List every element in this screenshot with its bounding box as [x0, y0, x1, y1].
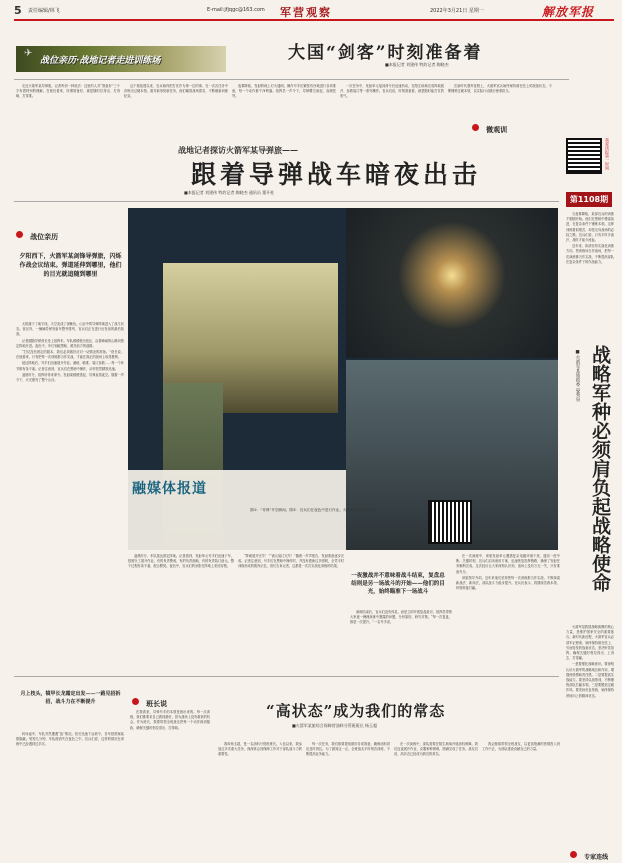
main-photo	[128, 208, 558, 550]
bottom-rule	[14, 676, 559, 677]
article1-col4: 一次任务中，发射单元接到命令后迅速机动，在陌生地域完成阵地展开、参数装订等一系列操作。官兵们说，时刻准备着，就是随时能打仗的底气。	[340, 84, 444, 99]
header-rule	[14, 19, 614, 21]
right-qr-code[interactable]	[568, 140, 600, 172]
article1-col1: 走近火箭军某导弹旅，记者听到一种说法：这里的人对“准备好”三个字有着特别的理解。在他们看来，所谓准备好，就是随时拉得出、打得响、打得准。	[16, 84, 120, 99]
article3-byline: ■火箭军某旅综合保障营油料分管班班长 杨玉超	[292, 723, 378, 728]
right-big-title: 战略军种必须肩负起战略使命	[589, 345, 611, 592]
zhanwei-label: 战位亲历	[30, 233, 59, 241]
issue-badge: 第1108期	[566, 192, 612, 207]
article2-col1: 凌晨时分，车队抵达预定阵地。记者看到，发射单元号手们迅速下车，按照分工展开作业。有的负责警戒，有的负责测地，有的负责装订诸元。整个过程有条不紊，配合默契。夜色中，官兵们的身影在阵地上来回穿梭。	[128, 554, 234, 569]
media-qr-caption: 学习军团微信	[474, 537, 498, 542]
article3-col1: 我叫杨玉超，是一名油料分管班班长。入伍以来，我参加过多次重大任务，深深体会到保障工作对于部队战斗力的重要性。	[218, 742, 302, 757]
media-qr-code[interactable]	[430, 502, 470, 542]
zhuanjia-header	[570, 844, 620, 861]
article1-title: 大国“剑客”时刻准备着	[288, 43, 483, 63]
left-body-2: 转场途中，车队突然遭遇“敌”情况。营长迅速下达命令，各车按预案疏散隐蔽。短短几分钟，车队便消失在夜色之中。官兵们说，这样的情况在训练中已经遇到过多次。	[16, 732, 124, 747]
article2-col3: 演练结束后，官兵们没有休息，而是立即开展复盘检讨。指挥员带领大家逐一梳理演练中暴露的问题，分析原因、研究对策。“每一次复盘，都是一次提升。”一名号手说。	[350, 610, 452, 625]
section-email: E-mail:jfjqgc@163.com	[207, 7, 265, 13]
issue-date: 2022年3月21日 星期一	[430, 8, 484, 14]
article2-subhead: 一夜激战并不意味着战斗结束，复盘总结则是另一场战斗的开始——他们的目光，始终瞄准下一场战斗	[351, 573, 445, 595]
media-label: 融媒体报道	[132, 481, 207, 497]
article1-rule	[14, 79, 569, 80]
page-number: 5	[14, 4, 22, 17]
left-headline: 夕阳西下，火箭军某剑锋导弹旅，闪烁作战会议结束。弹道延伸到哪里，他们的目光就追随到哪里	[19, 253, 122, 278]
article3-col3: 在一次演练中，部队需要在陌生地域开展油料保障。我们连夜展开作业，克服种种困难，圆满完成了任务。战友们说，高状态已经成为我们的常态。	[394, 742, 478, 757]
banner-label: 战位亲历·战地记者走进训练场	[40, 56, 161, 66]
banner-graphic	[16, 46, 226, 72]
masthead-logo: 解放军报	[542, 5, 595, 19]
right-qr-label: 我爱读报第一时间	[605, 138, 610, 170]
article3-title: “高状态”成为我们的常态	[266, 702, 446, 720]
right-body-1: 当夜幕降临，某部官兵的训练才刚刚开始。他们在黑暗中摸索前进，在复杂条件下锤炼本领。这种训练看似艰苦，却是走向战场的必经之路。官兵们说，只有平时多流汗，战时才能少流血。 近年来，该部坚持实战化训练方向，把训练场当作战场，把每一次演练都当作实战，不断提高部队在复杂条件下的作战能力。	[566, 212, 614, 264]
section-dot-icon	[472, 124, 479, 131]
editor-credit: 责任编辑/林飞	[28, 8, 60, 14]
zhuanjia-label: 专家连线	[584, 854, 609, 861]
helicopter-icon: ✈	[24, 48, 33, 59]
article1-col2: 这个旅组建以来，官兵始终把打仗作为第一位的事，在一次次任务中淬炼出过硬本领。面对新形势新任务，他们瞄准战场需求，不断刷新训练纪录。	[124, 84, 228, 99]
right-body-2: 火箭军是我国战略威慑的核心力量，是维护国家安全的重要基石。新时代新征程，火箭军官兵必须牢记使命，始终保持箭在弦上、引而待发的战备状态，坚决听党指挥，确保关键时刻拉得出、上得去、打得赢。 一是要强化战略意识。要深刻认识火箭军的战略地位和作用，增强使命感和责任感。二是要提高实战能力。要坚持以战领训，不断锤炼部队打赢本领。三是要锻造过硬作风。要发扬优良传统，始终保持昂扬向上的精神状态。	[566, 625, 614, 698]
section-dot-icon	[16, 231, 23, 238]
article2-kicker: 战地记者探访火箭军某导弹旅——	[178, 145, 298, 155]
article1-col5: 在新时代强军征程上，火箭军官兵始终保持箭在弦上的战备状态，不断锤炼过硬本领，以实际行动践行使命担当。	[448, 84, 552, 94]
section-dot-icon	[132, 698, 139, 705]
article3-col2: 每一次任务，我们都要提前做好各项准备，确保油料供应及时到位。为了做到这一点，全班战友平时刻苦训练，不断提高业务能力。	[306, 742, 390, 757]
zhanwei-label-box	[16, 224, 106, 241]
section-dot-icon	[570, 851, 577, 858]
article2-title: 跟着导弹战车暗夜出击	[190, 160, 481, 189]
right-big-sub: ■火箭军某旅政委 晏秀泉	[575, 350, 580, 402]
weiguanxun-header	[472, 117, 572, 134]
left-subhead: 月上枝头，镜甲长龙霜定出发——一路见招拆招，战斗力在不断提升	[20, 691, 121, 705]
weiguanxun-label: 微观训	[486, 126, 508, 134]
article2-byline: ■本报记者 刘建伟 特约记者 陶晓杰 通讯员 董开柱	[184, 190, 275, 195]
article2-rule	[14, 201, 559, 202]
page-header	[14, 4, 614, 18]
left-body-1: 太阳落下了地平线，天空变成了深紫色。山谷中的导弹阵地进入了战斗状态。营区内，一辆辆导弹发射车整齐排列，官兵们正在进行出发前的最后检查。 记者跟随导弹营长坐上指挥车。车队缓缓驶出营区，沿着崎岖的山路向预定阵地开进。夜色中，车灯划破黑暗，照亮前方的道路。 “打仗没有固定的剧本，我们必须做好应对一切情况的准备。”营长说。在他看来，只有把每一次训练都当作实战，才能在真正的战场上取得胜利。 抵达阵地后，号手们迅速展开作业。测地、瞄准、装订参数……每一个环节都有条不紊。记者注意到，官兵们在黑暗中操作，动作依然精准迅速。 凌晨时分，指挥所传来命令。发射架缓缓竖起，导弹直指夜空。随着一声令下，火光照亮了整个山谷。	[16, 322, 124, 383]
photo-caption: 图①：“导弹”升空瞬间。图②：官兵们在夜色中进行作业。火箭军某导弹旅供图	[250, 508, 376, 512]
section-title: 军营观察	[280, 6, 332, 19]
article1-byline: ■本报记者 刘建伟 特约记者 陶晓杰	[385, 62, 449, 67]
article1-col3: 夜幕降临，发射阵地上灯火通明。操作号手们紧张有序地进行各项准备，每一个动作都干净利落。指挥员一声令下，导弹腾空而起，直刺苍穹。	[232, 84, 336, 99]
banzhang-header	[132, 691, 212, 708]
article2-col2: “阵地展开完毕！”“诸元装订完毕！”随着一声声报告，发射准备逐步完成。记者注意到，号手们在黑暗中操作时，并没有借助过多照明，全凭平时训练形成的肌肉记忆。营长告诉记者，这都是一次次实战化训练的结果。	[238, 554, 344, 569]
photo-right-top	[346, 208, 558, 358]
article2-col4: 在一次演练中，该旅发射单元遭遇复杂电磁环境干扰，通信一度中断。关键时刻，官兵们启用备用方案，迅速恢复指挥链路，确保了发射任务顺利完成。这次经历让大家深刻认识到，战场上没有万无一失，只有准备充分。 该旅领导介绍，近年来他们坚持把每一次训练都当作实战，不断探索新战法、新训法，部队战斗力稳步提升。官兵们表示，将继续苦练本领，时刻准备打赢。	[456, 554, 560, 591]
banzhang-body: 在我看来，导弹号手的本领是练出来的。每一次训练，我们都要求自己做到最好，因为战场上没有重来的机会。作为班长，我要带领全班战友把每一个动作练到极致，确保关键时刻拉得出、打得响。	[130, 710, 210, 730]
banzhang-label: 班长说	[146, 700, 168, 708]
article3-col4: 我会继续带领全班战友，以更加饱满的热情投入到工作中去，为部队建设贡献自己的力量。	[482, 742, 560, 752]
